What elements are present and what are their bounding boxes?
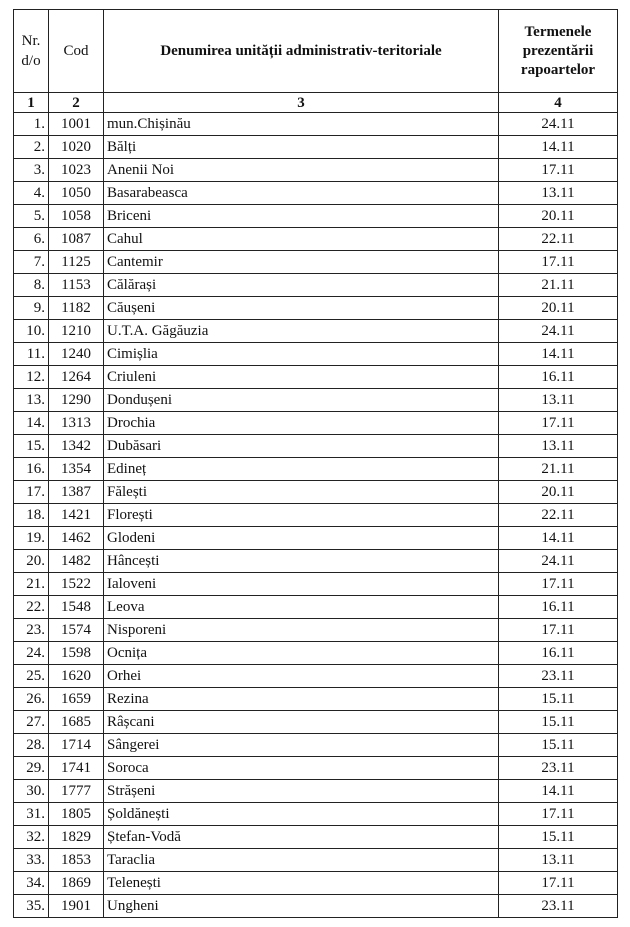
row-number-cell: 28. (14, 734, 49, 757)
header-term-line2: prezentării (522, 42, 594, 59)
row-deadline-cell: 20.11 (499, 205, 618, 228)
row-name-cell: Ștefan-Vodă (104, 826, 499, 849)
row-name-cell: Cahul (104, 228, 499, 251)
column-number: 4 (499, 93, 618, 113)
row-name-cell: Orhei (104, 665, 499, 688)
row-code-cell: 1342 (49, 435, 104, 458)
table-row (14, 734, 618, 757)
report-deadlines-table (13, 9, 618, 918)
row-deadline-cell: 20.11 (499, 297, 618, 320)
row-code-cell: 1182 (49, 297, 104, 320)
row-number-cell: 11. (14, 343, 49, 366)
row-number-cell: 25. (14, 665, 49, 688)
row-deadline-cell: 17.11 (499, 159, 618, 182)
row-deadline-cell: 20.11 (499, 481, 618, 504)
table-row (14, 228, 618, 251)
row-name-cell: Briceni (104, 205, 499, 228)
row-number-cell: 30. (14, 780, 49, 803)
row-deadline-cell: 21.11 (499, 274, 618, 297)
table-row (14, 642, 618, 665)
row-code-cell: 1264 (49, 366, 104, 389)
row-number-cell: 31. (14, 803, 49, 826)
row-name-cell: Soroca (104, 757, 499, 780)
row-number-cell: 16. (14, 458, 49, 481)
table-row (14, 826, 618, 849)
table-row (14, 435, 618, 458)
row-number-cell: 7. (14, 251, 49, 274)
row-code-cell: 1354 (49, 458, 104, 481)
row-code-cell: 1210 (49, 320, 104, 343)
row-number-cell: 6. (14, 228, 49, 251)
row-name-cell: Șoldănești (104, 803, 499, 826)
row-number-cell: 27. (14, 711, 49, 734)
row-code-cell: 1482 (49, 550, 104, 573)
row-number-cell: 24. (14, 642, 49, 665)
column-number: 3 (104, 93, 499, 113)
row-code-cell: 1240 (49, 343, 104, 366)
table-row (14, 688, 618, 711)
row-name-cell: Călărași (104, 274, 499, 297)
header-cod: Cod (49, 10, 104, 93)
row-deadline-cell: 24.11 (499, 320, 618, 343)
row-deadline-cell: 15.11 (499, 734, 618, 757)
table-row (14, 205, 618, 228)
row-number-cell: 33. (14, 849, 49, 872)
row-name-cell: Leova (104, 596, 499, 619)
row-number-cell: 3. (14, 159, 49, 182)
row-number-cell: 21. (14, 573, 49, 596)
table-row (14, 113, 618, 136)
row-number-cell: 35. (14, 895, 49, 918)
header-denumirea: Denumirea unității administrativ-teritoriale (104, 10, 499, 93)
row-number-cell: 22. (14, 596, 49, 619)
row-deadline-cell: 17.11 (499, 412, 618, 435)
row-code-cell: 1153 (49, 274, 104, 297)
row-code-cell: 1522 (49, 573, 104, 596)
row-name-cell: Bălți (104, 136, 499, 159)
row-code-cell: 1777 (49, 780, 104, 803)
row-code-cell: 1125 (49, 251, 104, 274)
row-deadline-cell: 24.11 (499, 550, 618, 573)
table-row (14, 573, 618, 596)
table-row (14, 159, 618, 182)
row-name-cell: Anenii Noi (104, 159, 499, 182)
row-number-cell: 29. (14, 757, 49, 780)
table-row (14, 389, 618, 412)
row-deadline-cell: 23.11 (499, 665, 618, 688)
column-number: 1 (14, 93, 49, 113)
table-row (14, 412, 618, 435)
row-number-cell: 10. (14, 320, 49, 343)
row-code-cell: 1290 (49, 389, 104, 412)
header-term-line3: rapoartelor (520, 61, 596, 78)
row-name-cell: Ocnița (104, 642, 499, 665)
row-name-cell: Strășeni (104, 780, 499, 803)
row-code-cell: 1087 (49, 228, 104, 251)
row-deadline-cell: 15.11 (499, 826, 618, 849)
header-nr (14, 10, 49, 93)
row-name-cell: Căușeni (104, 297, 499, 320)
row-number-cell: 34. (14, 872, 49, 895)
row-code-cell: 1058 (49, 205, 104, 228)
table-row (14, 780, 618, 803)
row-deadline-cell: 17.11 (499, 803, 618, 826)
row-deadline-cell: 16.11 (499, 366, 618, 389)
row-name-cell: Râșcani (104, 711, 499, 734)
table-header (14, 10, 618, 113)
row-name-cell: Dubăsari (104, 435, 499, 458)
row-code-cell: 1001 (49, 113, 104, 136)
row-name-cell: Telenești (104, 872, 499, 895)
header-term-line1: Termenele (524, 23, 592, 40)
row-code-cell: 1313 (49, 412, 104, 435)
table-row (14, 504, 618, 527)
row-number-cell: 2. (14, 136, 49, 159)
row-deadline-cell: 13.11 (499, 182, 618, 205)
row-name-cell: Cantemir (104, 251, 499, 274)
header-termenele (499, 10, 618, 93)
column-number: 2 (49, 93, 104, 113)
table-row (14, 803, 618, 826)
table-body (14, 113, 618, 918)
row-code-cell: 1421 (49, 504, 104, 527)
row-deadline-cell: 24.11 (499, 113, 618, 136)
row-deadline-cell: 21.11 (499, 458, 618, 481)
table-row (14, 251, 618, 274)
document-page (13, 9, 617, 918)
row-code-cell: 1020 (49, 136, 104, 159)
row-name-cell: Ungheni (104, 895, 499, 918)
row-code-cell: 1387 (49, 481, 104, 504)
row-name-cell: Cimișlia (104, 343, 499, 366)
row-deadline-cell: 22.11 (499, 228, 618, 251)
table-row (14, 849, 618, 872)
row-code-cell: 1805 (49, 803, 104, 826)
table-row (14, 895, 618, 918)
row-name-cell: Nisporeni (104, 619, 499, 642)
row-code-cell: 1829 (49, 826, 104, 849)
row-code-cell: 1869 (49, 872, 104, 895)
row-deadline-cell: 14.11 (499, 136, 618, 159)
row-code-cell: 1574 (49, 619, 104, 642)
row-name-cell: Drochia (104, 412, 499, 435)
row-code-cell: 1023 (49, 159, 104, 182)
row-deadline-cell: 16.11 (499, 596, 618, 619)
row-deadline-cell: 14.11 (499, 527, 618, 550)
row-deadline-cell: 17.11 (499, 573, 618, 596)
table-row (14, 366, 618, 389)
row-deadline-cell: 16.11 (499, 642, 618, 665)
row-code-cell: 1598 (49, 642, 104, 665)
row-deadline-cell: 23.11 (499, 895, 618, 918)
row-number-cell: 19. (14, 527, 49, 550)
row-deadline-cell: 17.11 (499, 251, 618, 274)
row-name-cell: mun.Chișinău (104, 113, 499, 136)
header-row (14, 10, 618, 93)
header-nr-line1: Nr. (21, 33, 41, 49)
row-name-cell: Sângerei (104, 734, 499, 757)
row-number-cell: 9. (14, 297, 49, 320)
table-row (14, 757, 618, 780)
row-deadline-cell: 22.11 (499, 504, 618, 527)
table-row (14, 458, 618, 481)
row-name-cell: Glodeni (104, 527, 499, 550)
row-name-cell: Dondușeni (104, 389, 499, 412)
row-name-cell: Fălești (104, 481, 499, 504)
row-code-cell: 1462 (49, 527, 104, 550)
row-number-cell: 5. (14, 205, 49, 228)
row-deadline-cell: 17.11 (499, 872, 618, 895)
table-row (14, 320, 618, 343)
table-row (14, 550, 618, 573)
table-row (14, 872, 618, 895)
table-row (14, 274, 618, 297)
row-deadline-cell: 13.11 (499, 849, 618, 872)
row-number-cell: 15. (14, 435, 49, 458)
table-row (14, 596, 618, 619)
row-code-cell: 1853 (49, 849, 104, 872)
row-number-cell: 13. (14, 389, 49, 412)
row-name-cell: Rezina (104, 688, 499, 711)
row-code-cell: 1714 (49, 734, 104, 757)
header-nr-line2: d/o (21, 53, 41, 69)
table-row (14, 527, 618, 550)
row-deadline-cell: 17.11 (499, 619, 618, 642)
row-number-cell: 12. (14, 366, 49, 389)
table-row (14, 136, 618, 159)
row-code-cell: 1741 (49, 757, 104, 780)
row-deadline-cell: 14.11 (499, 343, 618, 366)
table-row (14, 297, 618, 320)
row-name-cell: Hâncești (104, 550, 499, 573)
row-code-cell: 1548 (49, 596, 104, 619)
row-number-cell: 18. (14, 504, 49, 527)
row-code-cell: 1901 (49, 895, 104, 918)
row-code-cell: 1659 (49, 688, 104, 711)
row-name-cell: Ialoveni (104, 573, 499, 596)
row-deadline-cell: 15.11 (499, 688, 618, 711)
row-number-cell: 26. (14, 688, 49, 711)
row-deadline-cell: 15.11 (499, 711, 618, 734)
table-row (14, 711, 618, 734)
row-name-cell: U.T.A. Găgăuzia (104, 320, 499, 343)
table-row (14, 619, 618, 642)
row-code-cell: 1050 (49, 182, 104, 205)
row-name-cell: Florești (104, 504, 499, 527)
table-row (14, 343, 618, 366)
row-name-cell: Taraclia (104, 849, 499, 872)
row-number-cell: 23. (14, 619, 49, 642)
row-code-cell: 1685 (49, 711, 104, 734)
row-number-cell: 4. (14, 182, 49, 205)
table-row (14, 665, 618, 688)
row-number-cell: 32. (14, 826, 49, 849)
row-name-cell: Criuleni (104, 366, 499, 389)
row-code-cell: 1620 (49, 665, 104, 688)
row-number-cell: 14. (14, 412, 49, 435)
row-deadline-cell: 13.11 (499, 435, 618, 458)
table-row (14, 182, 618, 205)
column-number-row (14, 93, 618, 113)
row-name-cell: Edineț (104, 458, 499, 481)
row-deadline-cell: 23.11 (499, 757, 618, 780)
row-number-cell: 20. (14, 550, 49, 573)
row-deadline-cell: 13.11 (499, 389, 618, 412)
table-row (14, 481, 618, 504)
row-name-cell: Basarabeasca (104, 182, 499, 205)
row-deadline-cell: 14.11 (499, 780, 618, 803)
row-number-cell: 17. (14, 481, 49, 504)
row-number-cell: 8. (14, 274, 49, 297)
row-number-cell: 1. (14, 113, 49, 136)
